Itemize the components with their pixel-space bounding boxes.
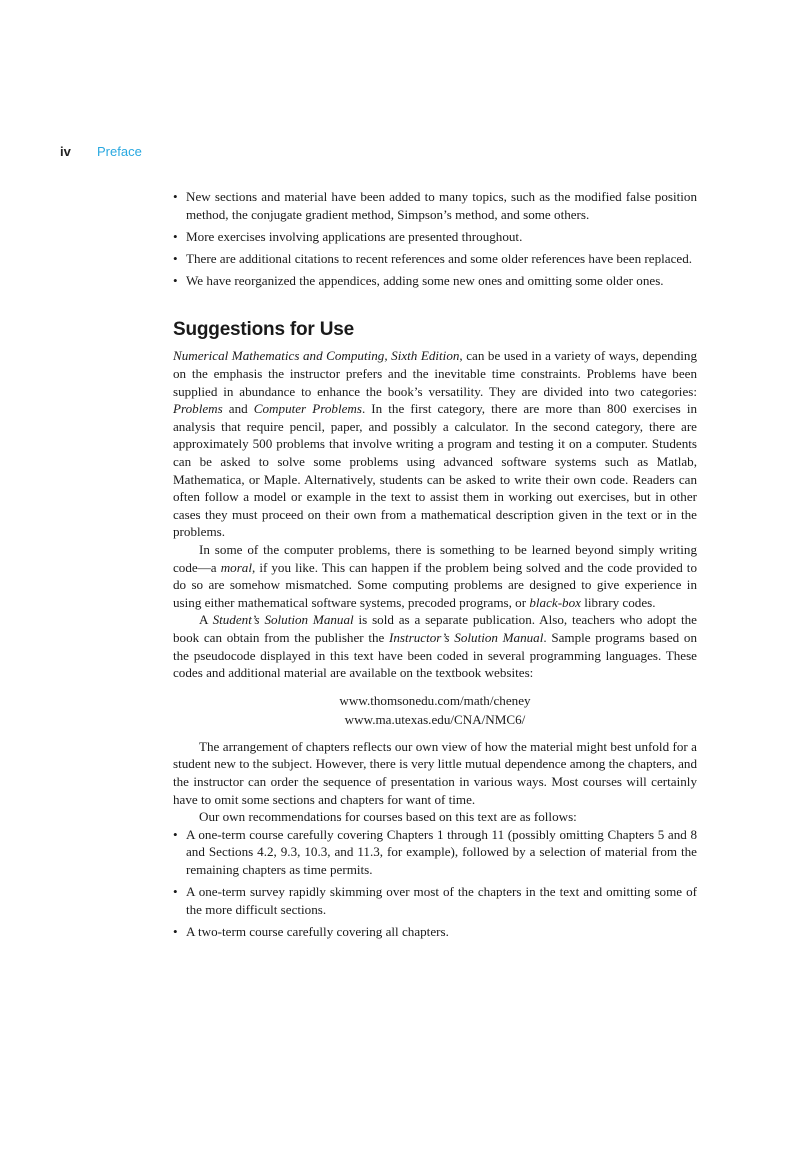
website-list	[173, 691, 697, 729]
text-run: . Sample programs based on the pseudocode displayed in this text have been coded in several programming languages. These codes and additional material are available on the textbook websites:	[173, 629, 697, 681]
website-url: www.thomsonedu.com/math/cheney	[339, 692, 531, 708]
paragraph-1	[173, 347, 697, 541]
page-number: iv	[60, 144, 71, 159]
list-item: • There are additional citations to recent references and some older references have been replaced.	[173, 250, 697, 268]
text-run: , if you like. This can happen if the problem being solved and the code provided to do so are somehow mismatched. Some computing problems are designed to give experience in using either mathematical software systems, precoded programs, or	[173, 559, 697, 610]
list-item: • New sections and material have been added to many topics, such as the modified false position method, the conjugate gradient method, Simpson’s method, and some others.	[173, 188, 697, 223]
emphasis: Instructor’s Solution Manual	[389, 629, 544, 645]
paragraph-5: Our own recommendations for courses based on this text are as follows:	[199, 809, 577, 825]
running-head	[60, 144, 142, 160]
list-item: • A one-term course carefully covering Chapters 1 through 11 (possibly omitting Chapters 5 and 8 and Sections 4.2, 9.3, 10.3, and 11.3, for example), followed by a selection of material from the remaining chapters as time permits.	[173, 826, 697, 879]
emphasis: black-box	[529, 594, 581, 610]
list-item: • More exercises involving applications are presented throughout.	[173, 228, 697, 246]
bullet-list-top	[173, 188, 697, 289]
text-run: library codes.	[580, 594, 656, 610]
emphasis: Student’s Solution Manual	[212, 612, 354, 628]
list-item: • A one-term survey rapidly skimming over most of the chapters in the text and omitting some of the more difficult sections.	[173, 883, 697, 918]
paragraph-4: The arrangement of chapters reflects our own view of how the material might best unfold for a student new to the subject. However, there is very little mutual dependence among the chapters, and the instructor can order the sequence of presentation in various ways. Most courses will certainly have to omit some sections and chapters for want of time.	[173, 738, 697, 807]
bullet-list-bottom	[173, 826, 697, 941]
text-run: A	[199, 612, 213, 628]
website-url: www.ma.utexas.edu/CNA/NMC6/	[344, 711, 526, 727]
paragraph-2	[173, 541, 697, 611]
text-run: In some of the computer problems, there is something to be learned beyond simply writing code—a	[173, 542, 697, 575]
list-item: • A two-term course carefully covering all chapters.	[173, 923, 697, 941]
text-run: and	[222, 401, 254, 417]
emphasis: Problems	[173, 401, 223, 417]
text-run: is sold as a separate publication. Also, teachers who adopt the book can obtain from the publisher the	[173, 612, 697, 645]
emphasis: Computer Problems	[253, 401, 362, 417]
book-title: Numerical Mathematics and Computing, Sixth Edition	[173, 348, 460, 364]
paragraph-3	[173, 611, 697, 681]
text-run: , can be used in a variety of ways, depending on the emphasis the instructor prefers and the inevitable time constraints. Problems have been supplied in abundance to enhance the book’s versatility. They are divided into two categories:	[173, 348, 697, 399]
section-heading: Suggestions for Use	[173, 319, 354, 341]
page-body	[173, 188, 697, 945]
text-run: . In the first category, there are more than 800 exercises in analysis that require pencil, paper, and possibly a calculator. In the second category, there are approximately 500 problems that involve writing a program and testing it on a computer. Students can be asked to solve some problems using advanced software systems such as Matlab, Mathematica, or Maple. Alternatively, students can be asked to write their own code. Readers can often follow a model or example in the text to assist them in working out exercises, but in other cases they must proceed on their own from a mathematical description given in the text or in the problems.	[173, 401, 698, 540]
chapter-title: Preface	[97, 144, 142, 159]
list-item: • We have reorganized the appendices, adding some new ones and omitting some older ones.	[173, 272, 697, 290]
emphasis: moral	[220, 559, 252, 575]
